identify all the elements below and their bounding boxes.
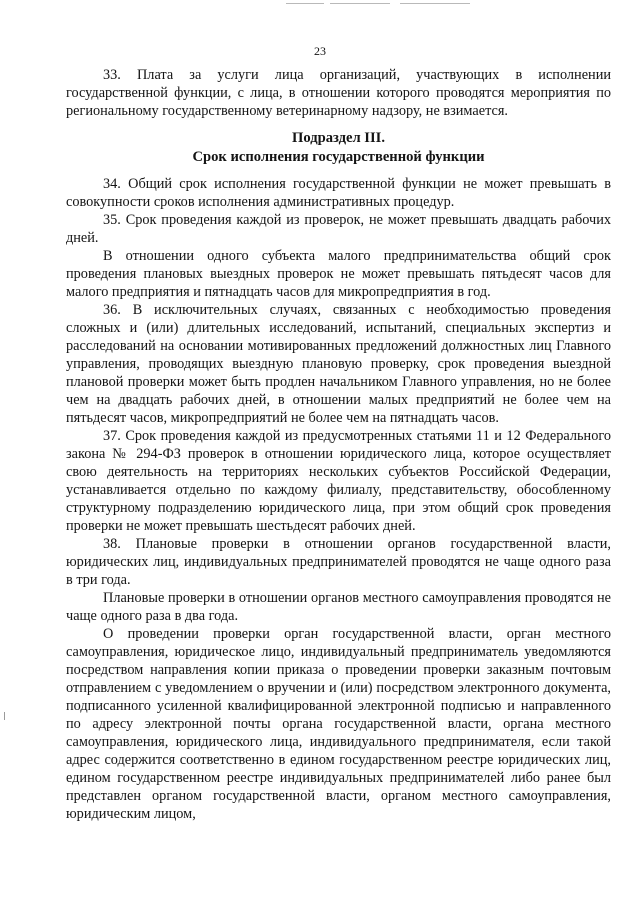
paragraph-38: 38. Плановые проверки в отношении органов государственной власти, юридических лиц, индивидуальных предпринимателей проводятся не чаще одного раза в три года. (66, 536, 611, 588)
paragraph-34: 34. Общий срок исполнения государственной функции не может превышать в совокупности сроков исполнения административных процедур. (66, 176, 611, 210)
paragraph-small-business: В отношении одного субъекта малого предпринимательства общий срок проведения плановых выездных проверок не может превышать пятьдесят часов для малого предприятия и пятнадцать часов для микропредприятия в год. (66, 248, 611, 300)
document-body (66, 66, 611, 823)
page-number: 23 (314, 44, 326, 58)
scan-artifact-line (400, 3, 470, 4)
paragraph-35: 35. Срок проведения каждой из проверок, не может превышать двадцать рабочих дней. (66, 212, 611, 246)
scan-artifact-line (330, 3, 390, 4)
section-title: Срок исполнения государственной функции (192, 149, 485, 165)
paragraph-36: 36. В исключительных случаях, связанных с необходимостью проведения сложных и (или) длительных исследований, испытаний, специальных экспертиз и расследований на основании мотивированных предложений должностных лиц Главного управления, проводящих выездную плановую проверку, срок проведения выездной плановой проверки может быть продлен начальником Главного управления, но не более чем на двадцать рабочих дней, в отношении малых предприятий не более чем на пятьдесят часов, микропредприятий не более чем на пятнадцать часов. (66, 302, 611, 426)
scan-artifact-line (286, 3, 324, 4)
paragraph-local-government: Плановые проверки в отношении органов местного самоуправления проводятся не чаще одного раза в два года. (66, 590, 611, 624)
margin-artifact (4, 712, 5, 720)
paragraph-33: 33. Плата за услуги лица организаций, участвующих в исполнении государственной функции, с лица, в отношении которого проводятся мероприятия по региональному государственному ветеринарному надзору, не взимается. (66, 67, 611, 119)
paragraph-notification: О проведении проверки орган государственной власти, орган местного самоуправления, юридическое лицо, индивидуальный предприниматель уведомляются посредством направления копии приказа о проведении проверки заказным почтовым отправлением с уведомлением о вручении и (или) посредством электронного документа, подписанного усиленной квалифицированной электронной подписью и направленного по адресу электронной почты органа государственной власти, органа местного самоуправления, юридического лица, индивидуального предпринимателя, если такой адрес содержится соответственно в едином государственном реестре юридических лиц, едином государственном реестре индивидуальных предпринимателей либо ранее был представлен органом государственной власти, органом местного самоуправления, юридическим лицом, (66, 626, 611, 822)
section-heading: Подраздел III. (291, 130, 385, 146)
paragraph-37: 37. Срок проведения каждой из предусмотренных статьями 11 и 12 Федерального закона № 294-ФЗ проверок в отношении юридического лица, которое осуществляет свою деятельность на территориях нескольких субъектов Российской Федерации, устанавливается отдельно по каждому филиалу, представительству, обособленному структурному подразделению юридического лица, при этом общий срок проведения проверки не может превышать шестьдесят рабочих дней. (66, 428, 611, 534)
